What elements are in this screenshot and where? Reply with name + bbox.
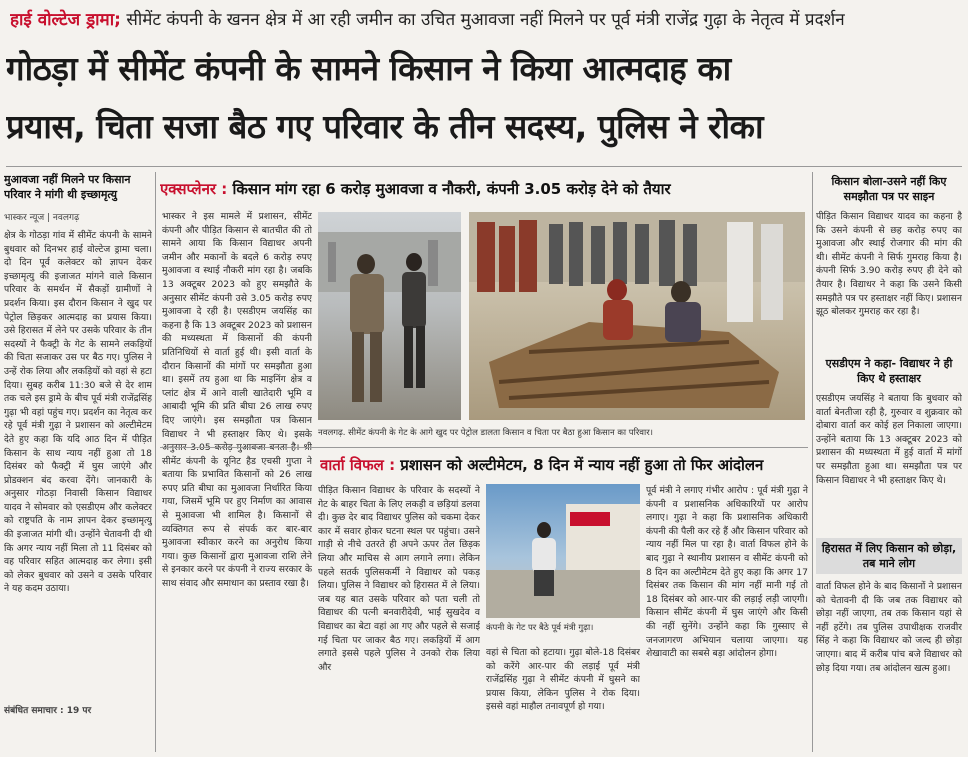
- talks-text: प्रशासन को अल्टीमेटम, 8 दिन में न्याय नहीं हुआ तो फिर आंदोलन: [395, 456, 764, 474]
- column-divider-right: [812, 172, 813, 752]
- main-headline: [6, 40, 962, 158]
- talks-column-2: वहां से चिता को हटाया। गुढ़ा बोले-18 दिसंबर को करेंगे आर-पार की लड़ाई पूर्व मंत्री राजेंद्रसिंह गुढ़ा ने सीमेंट कंपनी में घुसने का प्रयास किया, लेकिन पुलिस ने रोक दिया। इससे वहां माहौल तनावपूर्ण हो गया।: [486, 647, 640, 713]
- left-column: [4, 172, 152, 754]
- mid-divider: [160, 447, 808, 448]
- right-column-title: किसान बोला-उसने नहीं किए समझौता पत्र पर साइन: [831, 175, 947, 203]
- headline-divider: [6, 166, 962, 167]
- talks-label: वार्ता विफल :: [320, 456, 396, 474]
- kicker-line: [10, 4, 960, 36]
- talks-photo: [486, 484, 640, 618]
- explainer-label: एक्सप्लेनर :: [160, 180, 228, 198]
- kicker-text: सीमेंट कंपनी के खनन क्षेत्र में आ रही जमीन का उचित मुआवजा नहीं मिलने पर पूर्व मंत्री राजेंद्र गुढ़ा के नेतृत्व में प्रदर्शन: [120, 10, 845, 30]
- talks-column-1: पीड़ित किसान विद्याधर के परिवार के सदस्यों ने गेट के बाहर चिता के लिए लकड़ी व छड़ियां डलवा दी। कुछ देर बाद विद्याधर पुलिस को चकमा देकर कार में सवार होकर घटना स्थल पर पहुंचा। उसने गाड़ी से नीचे उतरते ही अपने ऊपर तेल छिड़क लिया और माचिस से आग लगाने लगा। लेकिन पहले सतर्क पुलिसकर्मी ने विद्याधर को पकड़ लिया। पुलिस ने विद्याधर को हिरासत में ले लिया। जब यह बात उसके परिवार को पता चली तो विद्याधर की पत्नी बनवारीदेवी, भाई सुखदेव व विद्याधर का बेटा वहां आ गए और पहले से सजाई गई चिता पर जाकर बैठ गए। लकड़ियों में आग लगाते इससे पहले पुलिस ने उनको रोक लिया और: [318, 485, 480, 673]
- talks-photo-caption: कंपनी के गेट पर बैठे पूर्व मंत्री गुढ़ा।: [486, 623, 594, 633]
- headline-line-1: गोठड़ा में सीमेंट कंपनी के सामने किसान ने किया आत्मदाह का: [6, 49, 731, 88]
- explainer-body: भास्कर ने इस मामले में प्रशासन, सीमेंट कंपनी और पीड़ित किसान से बातचीत की तो सामने आया कि किसान विद्याधर अपनी जमीन और मकानों के बदले 6 करोड़ रुपए मुआवजा व स्थाई नौकरी मांग रहा है। जबकि 13 अक्टूबर 2023 को हुए समझौते के अनुसार सीमेंट कंपनी उसे 3.05 करोड़ रुपए मुआवजा दे रही है। एसडीएम जयसिंह का कहना है कि 13 अक्टूबर 2023 को प्रशासन की मध्यस्थता में किसानों की कंपनी प्रतिनिधियों से वार्ता हुई थी। इसी वार्ता के दौरान किसानों की मांगों पर समझौता हुआ था। इसमें तय हुआ था कि माइनिंग क्षेत्र व प्लांट क्षेत्र में आने वाली खातेदारी भूमि व आबादी भूमि की प्रति बीघा 26 लाख रुपए दिए जाएंगे। इस समझौता पत्र किसान विद्याधर ने भी हस्ताक्षर किए थे। इसके सीमेंट कंपनी के यूनिट हैड एचसी गुप्ता ने बताया कि प्रभावित किसानों को 26 लाख रुपए प्रति बीघा का मुआवजा निर्धारित किया गया, जिसमें भूमि पर हुए निर्माण का आवास से मुआवजा भी शामिल है। किसानों से व्यक्तिगत रूप से संपर्क कर बार-बार मुआवजा स्वीकार करने का अनुरोध किया गया। कुछ किसानों द्वारा मुआवजा राशि लेने से इनकार करने पर कंपनी ने राज्य सरकार के साथ संवाद और समाधान का प्रस्ताव रखा है।: [162, 211, 312, 590]
- talks-strap: [320, 452, 810, 478]
- byline: भास्कर न्यूज | नवलगढ़: [4, 213, 80, 223]
- main-photo-caption: नवलगढ़. सीमेंट कंपनी के गेट के आगे खुद पर पेट्रोल डालता किसान व चिता पर बैठा हुआ किसान का परिवार।: [318, 428, 653, 438]
- related-news-credit: संबंधित समाचार : 19 पर: [4, 706, 92, 716]
- talks-column-3: पूर्व मंत्री ने लगाए गंभीर आरोप : पूर्व मंत्री गुढ़ा ने कंपनी व प्रशासनिक अधिकारियों पर आरोप लगाए। गुढ़ा ने कहा कि प्रशासनिक अधिकारी कंपनी की पैली कर रहे हैं और किसान परिवार को न्याय नहीं मिल पा रहा है। वार्ता विफल होने के बाद गुढ़ा ने स्थानीय प्रशासन व सीमेंट कंपनी को 8 दिन का अल्टीमेटम देते हुए कहा कि अगर 17 दिसंबर तक किसान की मांग नहीं मानी गई तो 18 दिसंबर को आर-पार की लड़ाई लड़ी जाएगी। किसान सीमेंट कंपनी में घुस जाएंगे और किसी की नहीं सुनेंगे। उन्होंने कहा कि गुस्साए से जनजागरण अभियान चलाया जाएगा। यह शेखावाटी का सबसे बड़ा आंदोलन होगा।: [646, 485, 808, 660]
- headline-line-2: प्रयास, चिता सजा बैठ गए परिवार के तीन सदस्य, पुलिस ने रोका: [6, 107, 763, 146]
- explainer-text: किसान मांग रहा 6 करोड़ मुआवजा व नौकरी, कंपनी 3.05 करोड़ देने को तैयार: [227, 180, 671, 198]
- main-photo-right: [469, 212, 805, 420]
- left-column-title: मुआवजा नहीं मिलने पर किसान परिवार ने मांगी थी इच्छामृत्यु: [4, 173, 131, 201]
- right-column-body-1: पीड़ित किसान विद्याधर यादव का कहना है कि उसने कंपनी से छह करोड़ रुपए का मुआवजा और स्थाई रोजगार की मांग की थी। सीमेंट कंपनी ने सिर्फ गुमराह किया है। कंपनी सिर्फ 3.90 करोड़ रुपए ही देने को तैयार है। विद्याधर ने कहा कि उसने किसी समझौते पत्र पर हस्ताक्षर नहीं किए। प्रशासन झूठ बोलकर गुमराह कर रहा है।: [816, 211, 962, 318]
- detention-box-title: हिरासत में लिए किसान को छोड़ा, तब माने लोग: [816, 538, 962, 574]
- right-column-body-2: एसडीएम जयसिंह ने बताया कि बुधवार को वार्ता बेनतीजा रही है, गुरुवार व शुक्रवार को दोबारा वार्ता कर कोई हल निकाला जाएगा। उन्होंने बताया कि 13 अक्टूबर 2023 को प्रशासन की मध्यस्थता में हुई वार्ता में मांगों पर समझौता हुआ था। समझौता पत्र पर किसान विद्याधर ने भी हस्ताक्षर किए थे।: [816, 393, 962, 486]
- right-column-body-3: वार्ता विफल होने के बाद किसानों ने प्रशासन को चेतावनी दी कि जब तक विद्याधर को छोड़ा नहीं जाएगा, तब तक किसान यहां से नहीं हटेंगे। तब पुलिस उपाधीक्षक राजवीर सिंह ने कहा कि विद्याधर को जल्द ही छोड़ा जाएगा। बाद में करीब पांच बजे विद्याधर को छोड़ दिया गया। तब आंदोलन खत्म हुआ।: [816, 581, 962, 674]
- main-photo-left: [318, 212, 461, 420]
- right-column: [816, 174, 962, 754]
- column-divider-left: [155, 172, 156, 752]
- explainer-strap: [160, 176, 810, 202]
- left-column-body: क्षेत्र के गोठड़ा गांव में सीमेंट कंपनी के सामने बुधवार को दिनभर हाई वोल्टेज ड्रामा चला। दो दिन पूर्व कलेक्टर को ज्ञापन देकर इच्छामृत्यु की इजाजत मांगने वाले किसान परिवार के समर्थन में सैकड़ों ग्रामीणों ने प्रदर्शन किया। इस दौरान किसान ने खुद पर पेट्रोल छिड़कर आत्मदाह का प्रयास किया। उसे हिरासत में लेने पर उसके परिवार के तीन सदस्यों ने फैक्ट्री के गेट के सामने लकड़ियों की चिता सजाकर उस पर बैठ गए। पुलिस ने उन्हें रोक लिया और लकड़ियों को वहां से हटा दिया। सुबह करीब 11:30 बजे से देर शाम तक चले इस ड्रामे के बीच पूर्व मंत्री राजेंद्रसिंह गुढ़ा भी वहां पहुंच गए। प्रदर्शन का नेतृत्व कर रहे पूर्व मंत्री गुढ़ा ने प्रशासन को अल्टीमेटम देते हुए कहा कि यदि आठ दिन में पीड़ित किसान के साथ न्याय नहीं हुआ तो 18 दिसंबर को फैक्ट्री में घुस जाएंगे और प्रोडक्शन बंद करवा देंगे। जानकारी के अनुसार गोठड़ा निवासी किसान विद्याधर यादव ने सोमवार को एसडीएम और कलेक्टर को राष्ट्रपति के नाम ज्ञापन देकर इच्छामृत्यु की इजाजत मांगी थी। उन्होंने चेतावनी दी थी कि अगर न्याय नहीं मिला तो 11 दिसंबर को वह परिवार सहित आत्मदाह कर लेगा। इसी को लेकर बुधवार को उसने व उसके परिवार ने यह कदम उठाया।: [4, 230, 152, 595]
- right-column-subhead: एसडीएम ने कहा- विद्याधर ने ही किए थे हस्ताक्षर: [825, 357, 953, 385]
- kicker-label: हाई वोल्टेज ड्रामा;: [10, 10, 121, 30]
